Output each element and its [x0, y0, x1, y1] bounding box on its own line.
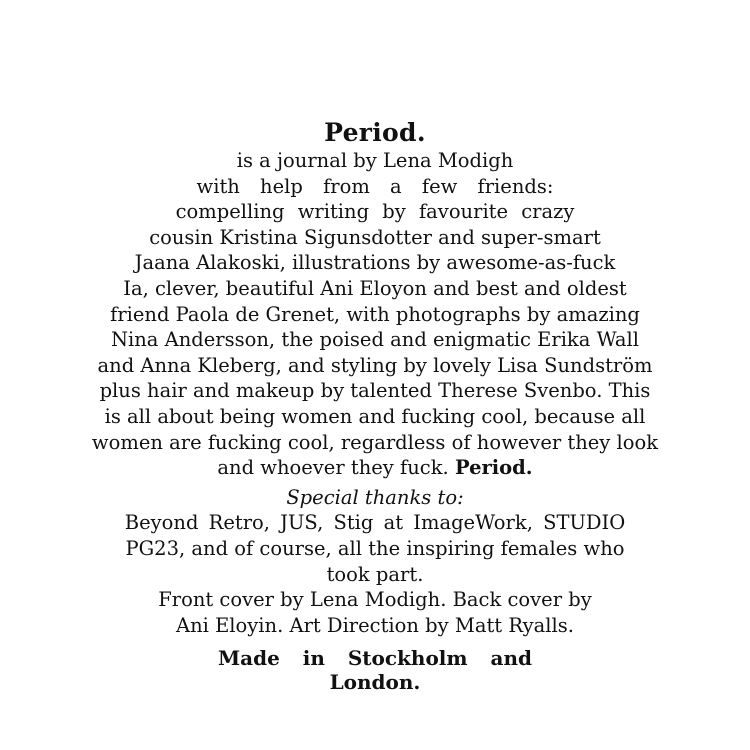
thanks-line: PG23, and of course, all the inspiring females who — [125, 536, 625, 560]
closing-line-text: and whoever they fuck. — [217, 456, 449, 480]
body-line: plus hair and makeup by talented Therese Svenbo. This — [99, 379, 651, 403]
body-line: Jaana Alakoski, illustrations by awesome-as-fuck — [134, 251, 616, 275]
credits-line: Front cover by Lena Modigh. Back cover by — [158, 588, 592, 612]
thanks-line: Beyond Retro, JUS, Stig at ImageWork, STUDIO — [124, 511, 626, 535]
closing-line — [0, 455, 750, 481]
body-line: friend Paola de Grenet, with photographs by amazing — [110, 302, 640, 326]
thanks-line: took part. — [326, 562, 424, 586]
body-line: compelling writing by favourite crazy — [175, 200, 575, 224]
body-line: women are fucking cool, regardless of however they look — [91, 430, 659, 454]
body-line: and Anna Kleberg, and styling by lovely Lisa Sundström — [97, 353, 653, 377]
made-in-line: London. — [329, 670, 421, 695]
body-line: with help from a few friends: — [196, 174, 554, 198]
journal-title: Period. — [324, 118, 426, 147]
body-line: is a journal by Lena Modigh — [236, 149, 514, 172]
made-in-text: Made in Stockholm and — [217, 646, 532, 671]
credits-page — [0, 118, 750, 694]
body-line: Nina Andersson, the poised and enigmatic Erika Wall — [110, 328, 640, 352]
credits-line: Ani Eloyin. Art Direction by Matt Ryalls. — [176, 613, 574, 637]
body-line: cousin Kristina Sigunsdotter and super-smart — [149, 225, 601, 249]
thanks-heading: Special thanks to: — [286, 485, 464, 509]
made-in-line — [0, 646, 750, 670]
closing-line-emphasis: Period. — [454, 456, 533, 480]
body-line: is all about being women and fucking cool, because all — [104, 404, 646, 428]
body-line: Ia, clever, beautiful Ani Eloyon and best and oldest — [123, 276, 627, 300]
